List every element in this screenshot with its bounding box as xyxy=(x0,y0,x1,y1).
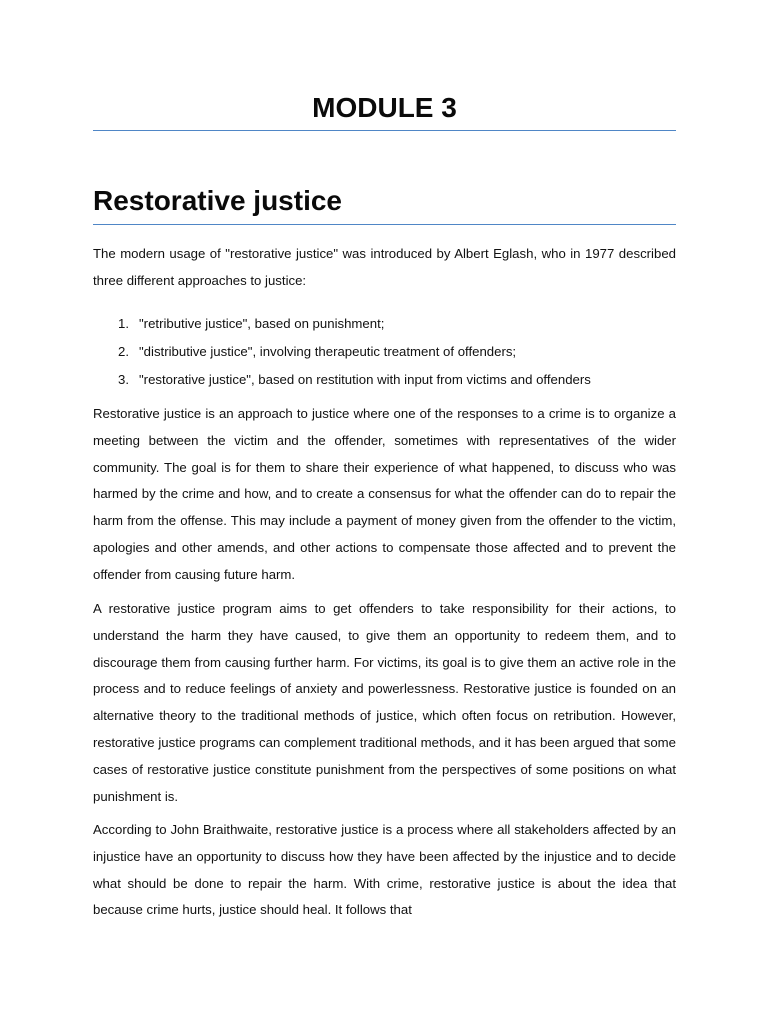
list-item-text: "retributive justice", based on punishment; xyxy=(139,316,385,331)
list-item-text: "restorative justice", based on restitution with input from victims and offenders xyxy=(139,372,591,387)
section-heading: Restorative justice xyxy=(93,185,342,216)
intro-paragraph: The modern usage of "restorative justice" was introduced by Albert Eglash, who in 1977 described three different approaches to justice: xyxy=(93,246,676,288)
module-title: MODULE 3 xyxy=(312,92,457,123)
list-item xyxy=(93,339,676,367)
approaches-list xyxy=(93,311,676,395)
body-paragraph: According to John Braithwaite, restorative justice is a process where all stakeholders affected by an injustice have an opportunity to discuss how they have been affected by the injustice and to decide what should be done to repair the harm. With crime, restorative justice is about the idea that because crime hurts, justice should heal. It follows that xyxy=(93,822,676,918)
list-item xyxy=(93,311,676,339)
list-item-number: 1. xyxy=(118,316,129,331)
title-divider xyxy=(93,130,676,131)
heading-divider xyxy=(93,224,676,225)
body-paragraph: Restorative justice is an approach to justice where one of the responses to a crime is to organize a meeting between the victim and the offender, sometimes with representatives of the wider community. The goal is for them to share their experience of what happened, to discuss who was harmed by the crime and how, and to create a consensus for what the offender can do to repair the harm from the offense. This may include a payment of money given from the offender to the victim, apologies and other amends, and other actions to compensate those affected and to prevent the offender from causing future harm. xyxy=(93,406,676,582)
list-item-text: "distributive justice", involving therapeutic treatment of offenders; xyxy=(139,344,517,359)
list-item-number: 3. xyxy=(118,372,129,387)
list-item-number: 2. xyxy=(118,344,129,359)
body-paragraph: A restorative justice program aims to get offenders to take responsibility for their actions, to understand the harm they have caused, to give them an opportunity to redeem them, and to discourage them from causing further harm. For victims, its goal is to give them an active role in the process and to reduce feelings of anxiety and powerlessness. Restorative justice is founded on an alternative theory to the traditional methods of justice, which often focus on retribution. However, restorative justice programs can complement traditional methods, and it has been argued that some cases of restorative justice constitute punishment from the perspectives of some positions on what punishment is. xyxy=(93,601,676,804)
list-item xyxy=(93,367,676,395)
